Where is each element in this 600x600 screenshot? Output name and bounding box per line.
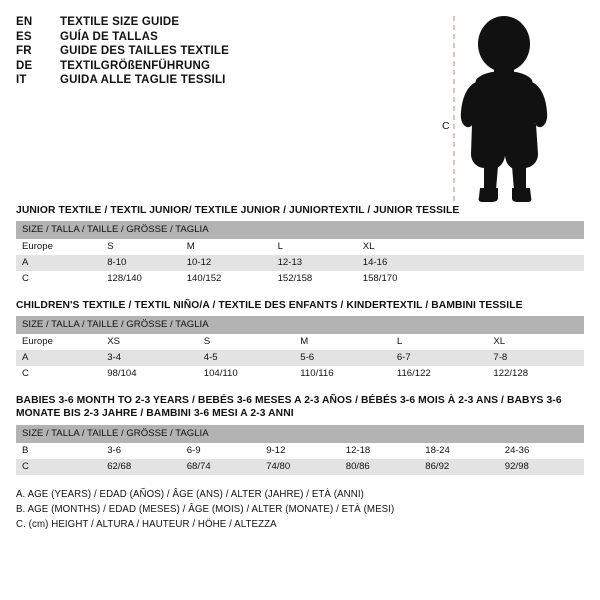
- cell-empty: [453, 239, 584, 255]
- size-header-label: SIZE / TALLA / TAILLE / GRÖSSE / TAGLIA: [16, 221, 584, 239]
- row-label: C: [16, 271, 101, 287]
- language-row: [16, 45, 436, 57]
- legend-line-c: C. (cm) HEIGHT / ALTURA / HAUTEUR / HÖHE / ALTEZZA: [16, 518, 277, 530]
- language-row: [16, 74, 436, 86]
- row-label: A: [16, 350, 101, 366]
- cell: 140/152: [181, 271, 272, 287]
- language-title: GUIDA ALLE TAGLIE TESSILI: [60, 74, 226, 86]
- section-title: JUNIOR TEXTILE / TEXTIL JUNIOR/ TEXTILE JUNIOR / JUNIORTEXTIL / JUNIOR TESSILE: [16, 205, 460, 216]
- height-measure-label: C: [442, 120, 450, 132]
- cell-empty: [453, 271, 584, 287]
- cell: 12-13: [272, 255, 357, 271]
- section-junior: [16, 204, 584, 287]
- cell: 104/110: [198, 366, 295, 382]
- cell: 6-7: [391, 350, 488, 366]
- cell: 74/80: [260, 459, 340, 475]
- babies-size-table: [16, 425, 584, 475]
- table-row: [16, 443, 584, 459]
- language-title: GUIDE DES TAILLES TEXTILE: [60, 45, 229, 57]
- language-row: [16, 60, 436, 72]
- cell: 6-9: [181, 443, 261, 459]
- row-label: C: [16, 459, 101, 475]
- cell: 158/170: [357, 271, 454, 287]
- cell: 3-6: [101, 443, 181, 459]
- cell: 86/92: [419, 459, 499, 475]
- cell: 10-12: [181, 255, 272, 271]
- cell: L: [272, 239, 357, 255]
- cell: 98/104: [101, 366, 198, 382]
- size-header-label: SIZE / TALLA / TAILLE / GRÖSSE / TAGLIA: [16, 316, 584, 334]
- toddler-silhouette-icon: [436, 14, 596, 204]
- cell: 12-18: [340, 443, 420, 459]
- cell: 18-24: [419, 443, 499, 459]
- section-title: CHILDREN'S TEXTILE / TEXTIL NIÑO/A / TEXTILE DES ENFANTS / KINDERTEXTIL / BAMBINI TESSILE: [16, 300, 523, 312]
- row-label: C: [16, 366, 101, 382]
- cell: XL: [357, 239, 454, 255]
- cell: 8-10: [101, 255, 181, 271]
- language-code: IT: [16, 74, 27, 86]
- language-code: FR: [16, 45, 32, 57]
- cell: M: [181, 239, 272, 255]
- cell: 152/158: [272, 271, 357, 287]
- cell: 3-4: [101, 350, 198, 366]
- table-header-row: [16, 221, 584, 239]
- cell-empty: [453, 255, 584, 271]
- language-row: [16, 16, 436, 28]
- language-title: TEXTILE SIZE GUIDE: [60, 16, 180, 28]
- size-header-label: SIZE / TALLA / TAILLE / GRÖSSE / TAGLIA: [16, 425, 584, 443]
- cell: XS: [101, 334, 198, 350]
- cell: 7-8: [487, 350, 584, 366]
- language-title: GUÍA DE TALLAS: [60, 30, 158, 43]
- table-row: [16, 459, 584, 475]
- cell: 122/128: [487, 366, 584, 382]
- cell: 110/116: [294, 366, 391, 382]
- cell: S: [198, 334, 295, 350]
- cell: 62/68: [101, 459, 181, 475]
- cell: 4-5: [198, 350, 295, 366]
- language-title-list: [16, 14, 436, 89]
- cell: S: [101, 239, 181, 255]
- figure-block: [436, 14, 584, 204]
- table-header-row: [16, 425, 584, 443]
- table-row: [16, 271, 584, 287]
- row-label: A: [16, 255, 101, 271]
- cell: XL: [487, 334, 584, 350]
- table-row: [16, 350, 584, 366]
- cell: L: [391, 334, 488, 350]
- cell: 9-12: [260, 443, 340, 459]
- cell: 116/122: [391, 366, 488, 382]
- cell: 14-16: [357, 255, 454, 271]
- table-row: [16, 334, 584, 350]
- table-row: [16, 255, 584, 271]
- language-code: EN: [16, 16, 33, 28]
- legend-line-b: B. AGE (MONTHS) / EDAD (MESES) / ÂGE (MOIS) / ALTER (MONATE) / ETÀ (MESI): [16, 503, 395, 515]
- row-label: Europe: [16, 239, 101, 255]
- cell: 5-6: [294, 350, 391, 366]
- cell: 68/74: [181, 459, 261, 475]
- section-babies: [16, 394, 584, 474]
- cell: 80/86: [340, 459, 420, 475]
- cell: M: [294, 334, 391, 350]
- table-row: [16, 239, 584, 255]
- cell: 24-36: [499, 443, 584, 459]
- junior-size-table: [16, 221, 584, 287]
- row-label: Europe: [16, 334, 101, 350]
- table-header-row: [16, 316, 584, 334]
- language-code: ES: [16, 30, 32, 43]
- language-code: DE: [16, 59, 33, 72]
- legend-line-a: A. AGE (YEARS) / EDAD (AÑOS) / ÂGE (ANS) / ALTER (JAHRE) / ETÀ (ANNI): [16, 488, 364, 500]
- header: [16, 14, 584, 204]
- language-row: [16, 31, 436, 43]
- cell: 128/140: [101, 271, 181, 287]
- language-title: TEXTILGRÖßENFÜHRUNG: [60, 59, 211, 72]
- table-row: [16, 366, 584, 382]
- cell: 92/98: [499, 459, 584, 475]
- section-title: BABIES 3-6 MONTH TO 2-3 YEARS / BEBÉS 3-6 MESES A 2-3 AÑOS / BÉBÉS 3-6 MOIS À 2-3 ANS / BABYS 3-6 MONATE BIS 2-3 JAHRE / BAMBINI 3-6 MESI A 2-3 ANNI: [16, 395, 562, 420]
- section-children: [16, 299, 584, 382]
- children-size-table: [16, 316, 584, 382]
- row-label: B: [16, 443, 101, 459]
- legend: [16, 487, 584, 532]
